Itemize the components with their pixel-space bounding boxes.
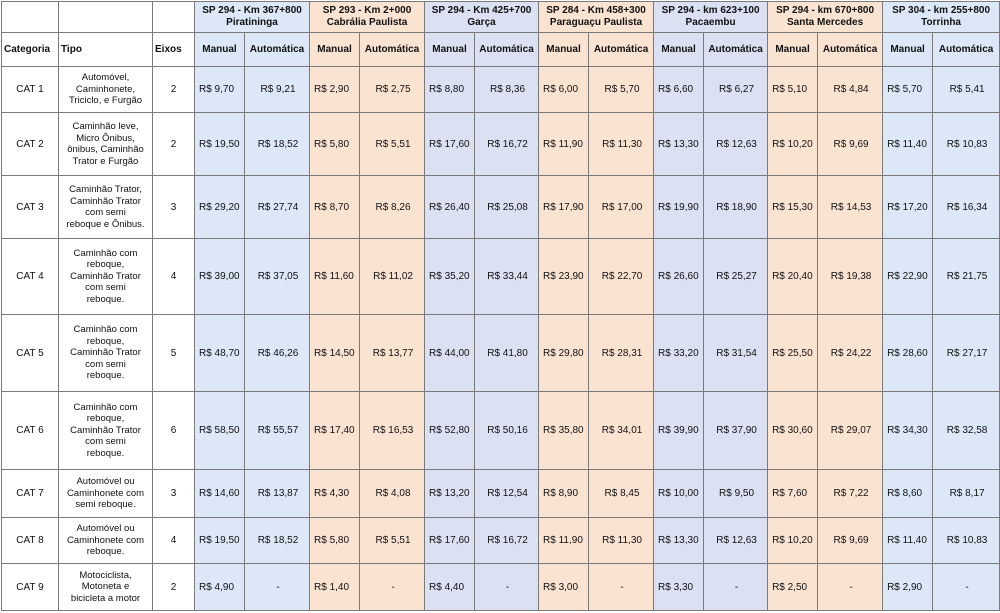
- type-line: Triciclo, e Furgão: [68, 95, 143, 107]
- manual-price-cell: R$ 6,60: [654, 67, 704, 113]
- manual-header: Manual: [195, 33, 245, 67]
- manual-price-cell: R$ 10,20: [768, 518, 818, 564]
- type-line: Caminhonete com: [66, 534, 145, 546]
- automatic-price-cell: R$ 18,52: [245, 113, 310, 176]
- automatic-price-cell: R$ 12,54: [475, 470, 539, 518]
- automatic-header: Automática: [245, 33, 310, 67]
- plaza-road: SP 294 - Km 367+800: [202, 5, 302, 16]
- automatic-price-cell: R$ 10,83: [933, 518, 1000, 564]
- automatic-price-cell: -: [933, 564, 1000, 611]
- manual-price-cell: R$ 3,00: [539, 564, 589, 611]
- manual-price-cell: R$ 26,60: [654, 239, 704, 315]
- automatic-price-cell: -: [704, 564, 768, 611]
- manual-price-cell: R$ 8,70: [310, 176, 360, 239]
- automatic-price-cell: R$ 25,08: [475, 176, 539, 239]
- plaza-name: Santa Mercedes: [786, 17, 864, 28]
- automatic-price-cell: R$ 41,80: [475, 315, 539, 392]
- plaza-header: [539, 2, 654, 33]
- manual-price-cell: R$ 4,90: [195, 564, 245, 611]
- plaza-header: [654, 2, 768, 33]
- manual-price-cell: R$ 8,80: [425, 67, 475, 113]
- manual-price-cell: R$ 11,60: [310, 239, 360, 315]
- automatic-price-cell: R$ 50,16: [475, 392, 539, 470]
- type-line: reboque,: [86, 335, 125, 347]
- manual-price-cell: R$ 5,10: [768, 67, 818, 113]
- type-line: Caminhão leve,: [72, 121, 139, 132]
- axles-cell: 3: [153, 470, 195, 518]
- automatic-price-cell: R$ 9,69: [818, 113, 883, 176]
- automatic-header: Automática: [704, 33, 768, 67]
- plaza-road: SP 294 - km 623+100: [661, 5, 760, 16]
- type-line: reboque.: [86, 546, 125, 558]
- manual-price-cell: R$ 22,90: [883, 239, 933, 315]
- type-line: bicicleta a motor: [70, 592, 141, 604]
- table-row: [2, 67, 1000, 113]
- manual-price-cell: R$ 29,20: [195, 176, 245, 239]
- automatic-price-cell: R$ 16,53: [360, 392, 425, 470]
- manual-price-cell: R$ 23,90: [539, 239, 589, 315]
- type-line: Caminhão Trator: [70, 424, 141, 436]
- automatic-price-cell: R$ 19,38: [818, 239, 883, 315]
- category-cell: CAT 1: [2, 67, 59, 113]
- type-cell: [59, 176, 153, 239]
- automatic-price-cell: R$ 46,26: [245, 315, 310, 392]
- automatic-price-cell: R$ 4,84: [818, 67, 883, 113]
- manual-price-cell: R$ 34,30: [883, 392, 933, 470]
- toll-rates-table: [1, 1, 1000, 611]
- manual-price-cell: R$ 19,90: [654, 176, 704, 239]
- automatic-price-cell: R$ 17,00: [589, 176, 654, 239]
- automatic-price-cell: R$ 5,51: [360, 113, 425, 176]
- plaza-road: SP 294 - Km 425+700: [431, 5, 532, 16]
- table-body: [2, 67, 1000, 611]
- automatic-price-cell: R$ 5,41: [933, 67, 1000, 113]
- manual-price-cell: R$ 5,70: [883, 67, 933, 113]
- automatic-price-cell: R$ 10,83: [933, 113, 1000, 176]
- manual-price-cell: R$ 1,40: [310, 564, 360, 611]
- manual-price-cell: R$ 2,50: [768, 564, 818, 611]
- manual-price-cell: R$ 19,50: [195, 518, 245, 564]
- manual-price-cell: R$ 7,60: [768, 470, 818, 518]
- automatic-price-cell: R$ 34,01: [589, 392, 654, 470]
- manual-header: Manual: [654, 33, 704, 67]
- type-line: Micro Ônibus,: [76, 132, 135, 144]
- type-line: Caminhão Trator: [70, 195, 141, 207]
- automatic-price-cell: R$ 8,36: [475, 67, 539, 113]
- type-cell: [59, 315, 153, 392]
- type-cell: [59, 518, 153, 564]
- type-cell: [59, 470, 153, 518]
- type-line: Caminhão com: [73, 324, 138, 336]
- manual-price-cell: R$ 17,40: [310, 392, 360, 470]
- manual-price-cell: R$ 25,50: [768, 315, 818, 392]
- automatic-price-cell: R$ 25,27: [704, 239, 768, 315]
- automatic-price-cell: -: [589, 564, 654, 611]
- automatic-header: Automática: [360, 33, 425, 67]
- manual-price-cell: R$ 2,90: [310, 67, 360, 113]
- automatic-price-cell: R$ 5,70: [589, 67, 654, 113]
- manual-price-cell: R$ 35,20: [425, 239, 475, 315]
- automatic-price-cell: R$ 13,77: [360, 315, 425, 392]
- automatic-price-cell: R$ 11,30: [589, 113, 654, 176]
- automatic-price-cell: R$ 37,90: [704, 392, 768, 470]
- axles-cell: 2: [153, 113, 195, 176]
- automatic-price-cell: R$ 12,63: [704, 113, 768, 176]
- manual-price-cell: R$ 39,90: [654, 392, 704, 470]
- automatic-price-cell: R$ 2,75: [360, 67, 425, 113]
- category-cell: CAT 6: [2, 392, 59, 470]
- automatic-price-cell: R$ 27,74: [245, 176, 310, 239]
- manual-price-cell: R$ 26,40: [425, 176, 475, 239]
- manual-price-cell: R$ 8,90: [539, 470, 589, 518]
- automatic-price-cell: R$ 5,51: [360, 518, 425, 564]
- manual-price-cell: R$ 17,20: [883, 176, 933, 239]
- manual-price-cell: R$ 3,30: [654, 564, 704, 611]
- manual-price-cell: R$ 14,50: [310, 315, 360, 392]
- automatic-price-cell: R$ 22,70: [589, 239, 654, 315]
- table-row: [2, 470, 1000, 518]
- manual-price-cell: R$ 5,80: [310, 113, 360, 176]
- type-line: Automóvel ou: [76, 476, 135, 488]
- type-line: reboque e Ônibus.: [66, 218, 145, 230]
- plaza-road: SP 304 - km 255+800: [892, 5, 991, 16]
- table-row: [2, 176, 1000, 239]
- type-line: com semi: [85, 436, 126, 448]
- type-line: ônibus, Caminhão: [67, 144, 144, 155]
- automatic-price-cell: R$ 4,08: [360, 470, 425, 518]
- category-cell: CAT 7: [2, 470, 59, 518]
- manual-price-cell: R$ 39,00: [195, 239, 245, 315]
- type-line: semi reboque.: [75, 499, 136, 511]
- table-row: [2, 564, 1000, 611]
- automatic-price-cell: R$ 32,58: [933, 392, 1000, 470]
- type-line: Caminhão Trator,: [69, 184, 142, 195]
- manual-price-cell: R$ 30,60: [768, 392, 818, 470]
- table-row: [2, 315, 1000, 392]
- automatic-price-cell: R$ 13,87: [245, 470, 310, 518]
- manual-price-cell: R$ 11,90: [539, 113, 589, 176]
- manual-price-cell: R$ 9,70: [195, 67, 245, 113]
- manual-price-cell: R$ 14,60: [195, 470, 245, 518]
- table-row: [2, 392, 1000, 470]
- automatic-price-cell: R$ 31,54: [704, 315, 768, 392]
- manual-price-cell: R$ 10,20: [768, 113, 818, 176]
- automatic-price-cell: R$ 16,72: [475, 113, 539, 176]
- automatic-price-cell: R$ 37,05: [245, 239, 310, 315]
- manual-price-cell: R$ 10,00: [654, 470, 704, 518]
- manual-price-cell: R$ 11,90: [539, 518, 589, 564]
- type-line: Motoneta e: [81, 581, 130, 593]
- automatic-price-cell: R$ 11,02: [360, 239, 425, 315]
- category-header: Categoria: [2, 33, 59, 67]
- automatic-price-cell: R$ 8,17: [933, 470, 1000, 518]
- plaza-header: [883, 2, 1000, 33]
- type-cell: [59, 113, 153, 176]
- automatic-price-cell: R$ 6,27: [704, 67, 768, 113]
- automatic-header: Automática: [475, 33, 539, 67]
- automatic-price-cell: R$ 18,90: [704, 176, 768, 239]
- type-line: Automóvel ou: [76, 523, 135, 535]
- category-cell: CAT 4: [2, 239, 59, 315]
- type-line: reboque.: [86, 370, 125, 382]
- automatic-price-cell: R$ 7,22: [818, 470, 883, 518]
- plaza-road: SP 284 - Km 458+300: [546, 5, 646, 16]
- blank-header-cell: [59, 2, 153, 33]
- type-line: com semi: [85, 358, 126, 370]
- automatic-price-cell: -: [475, 564, 539, 611]
- category-cell: CAT 5: [2, 315, 59, 392]
- plaza-header: [768, 2, 883, 33]
- automatic-price-cell: R$ 11,30: [589, 518, 654, 564]
- blank-header-cell: [153, 2, 195, 33]
- automatic-price-cell: R$ 12,63: [704, 518, 768, 564]
- type-line: Caminhão Trator: [70, 270, 141, 282]
- manual-price-cell: R$ 5,80: [310, 518, 360, 564]
- table-head: [2, 2, 1000, 67]
- automatic-price-cell: R$ 21,75: [933, 239, 1000, 315]
- table-row: [2, 113, 1000, 176]
- automatic-price-cell: -: [818, 564, 883, 611]
- manual-price-cell: R$ 48,70: [195, 315, 245, 392]
- plaza-road: SP 293 - Km 2+000: [322, 5, 412, 16]
- manual-header: Manual: [425, 33, 475, 67]
- automatic-price-cell: R$ 29,07: [818, 392, 883, 470]
- type-line: Caminhão com: [73, 401, 138, 413]
- axles-cell: 2: [153, 67, 195, 113]
- automatic-price-cell: R$ 8,26: [360, 176, 425, 239]
- category-cell: CAT 3: [2, 176, 59, 239]
- manual-price-cell: R$ 4,30: [310, 470, 360, 518]
- manual-price-cell: R$ 6,00: [539, 67, 589, 113]
- plaza-name: Garça: [467, 17, 496, 28]
- manual-header: Manual: [310, 33, 360, 67]
- automatic-price-cell: R$ 28,31: [589, 315, 654, 392]
- column-header-row: [2, 33, 1000, 67]
- type-line: Caminhonete com: [66, 487, 145, 499]
- automatic-price-cell: R$ 9,50: [704, 470, 768, 518]
- plaza-header: [425, 2, 539, 33]
- type-line: Motociclista,: [79, 569, 132, 581]
- type-line: com semi: [85, 282, 126, 294]
- plaza-header-row: [2, 2, 1000, 33]
- type-cell: [59, 564, 153, 611]
- automatic-price-cell: R$ 55,57: [245, 392, 310, 470]
- plaza-name: Torrinha: [921, 17, 961, 28]
- automatic-price-cell: -: [245, 564, 310, 611]
- manual-price-cell: R$ 44,00: [425, 315, 475, 392]
- type-cell: [59, 67, 153, 113]
- type-line: reboque,: [86, 259, 125, 271]
- type-cell: [59, 392, 153, 470]
- manual-price-cell: R$ 17,60: [425, 518, 475, 564]
- category-cell: CAT 2: [2, 113, 59, 176]
- type-line: Caminhonete,: [75, 83, 136, 95]
- automatic-price-cell: R$ 16,72: [475, 518, 539, 564]
- axles-cell: 4: [153, 518, 195, 564]
- type-cell: [59, 239, 153, 315]
- manual-price-cell: R$ 17,60: [425, 113, 475, 176]
- table-row: [2, 518, 1000, 564]
- manual-price-cell: R$ 13,30: [654, 113, 704, 176]
- manual-price-cell: R$ 35,80: [539, 392, 589, 470]
- plaza-name: Cabrália Paulista: [326, 17, 408, 28]
- type-line: Caminhão Trator: [70, 347, 141, 359]
- category-cell: CAT 9: [2, 564, 59, 611]
- automatic-price-cell: R$ 18,52: [245, 518, 310, 564]
- axles-cell: 2: [153, 564, 195, 611]
- plaza-name: Pacaembu: [685, 17, 736, 28]
- automatic-header: Automática: [589, 33, 654, 67]
- plaza-header: [195, 2, 310, 33]
- automatic-price-cell: R$ 9,69: [818, 518, 883, 564]
- automatic-price-cell: R$ 14,53: [818, 176, 883, 239]
- automatic-header: Automática: [933, 33, 1000, 67]
- type-header: Tipo: [59, 33, 153, 67]
- manual-price-cell: R$ 58,50: [195, 392, 245, 470]
- manual-price-cell: R$ 8,60: [883, 470, 933, 518]
- manual-price-cell: R$ 13,30: [654, 518, 704, 564]
- axles-header: Eixos: [153, 33, 195, 67]
- manual-price-cell: R$ 29,80: [539, 315, 589, 392]
- axles-cell: 4: [153, 239, 195, 315]
- plaza-name: Piratininga: [226, 17, 278, 28]
- manual-header: Manual: [539, 33, 589, 67]
- type-line: Automóvel,: [81, 72, 130, 84]
- manual-price-cell: R$ 4,40: [425, 564, 475, 611]
- manual-price-cell: R$ 13,20: [425, 470, 475, 518]
- manual-price-cell: R$ 15,30: [768, 176, 818, 239]
- manual-price-cell: R$ 11,40: [883, 518, 933, 564]
- automatic-price-cell: R$ 9,21: [245, 67, 310, 113]
- plaza-road: SP 294 - km 670+800: [776, 5, 875, 16]
- manual-price-cell: R$ 20,40: [768, 239, 818, 315]
- automatic-price-cell: R$ 27,17: [933, 315, 1000, 392]
- type-line: Trator e Furgão: [72, 155, 139, 167]
- automatic-header: Automática: [818, 33, 883, 67]
- axles-cell: 6: [153, 392, 195, 470]
- type-line: reboque,: [86, 413, 125, 425]
- automatic-price-cell: R$ 33,44: [475, 239, 539, 315]
- manual-price-cell: R$ 19,50: [195, 113, 245, 176]
- manual-price-cell: R$ 2,90: [883, 564, 933, 611]
- manual-header: Manual: [768, 33, 818, 67]
- type-line: Caminhão com: [73, 247, 138, 259]
- blank-header-cell: [2, 2, 59, 33]
- manual-price-cell: R$ 11,40: [883, 113, 933, 176]
- manual-header: Manual: [883, 33, 933, 67]
- manual-price-cell: R$ 52,80: [425, 392, 475, 470]
- type-line: reboque.: [86, 293, 125, 305]
- plaza-header: [310, 2, 425, 33]
- axles-cell: 3: [153, 176, 195, 239]
- manual-price-cell: R$ 28,60: [883, 315, 933, 392]
- automatic-price-cell: R$ 24,22: [818, 315, 883, 392]
- table-row: [2, 239, 1000, 315]
- plaza-name: Paraguaçu Paulista: [549, 17, 643, 28]
- manual-price-cell: R$ 33,20: [654, 315, 704, 392]
- automatic-price-cell: R$ 16,34: [933, 176, 1000, 239]
- category-cell: CAT 8: [2, 518, 59, 564]
- automatic-price-cell: R$ 8,45: [589, 470, 654, 518]
- axles-cell: 5: [153, 315, 195, 392]
- automatic-price-cell: -: [360, 564, 425, 611]
- manual-price-cell: R$ 17,90: [539, 176, 589, 239]
- type-line: com semi: [85, 207, 126, 218]
- type-line: reboque.: [86, 447, 125, 459]
